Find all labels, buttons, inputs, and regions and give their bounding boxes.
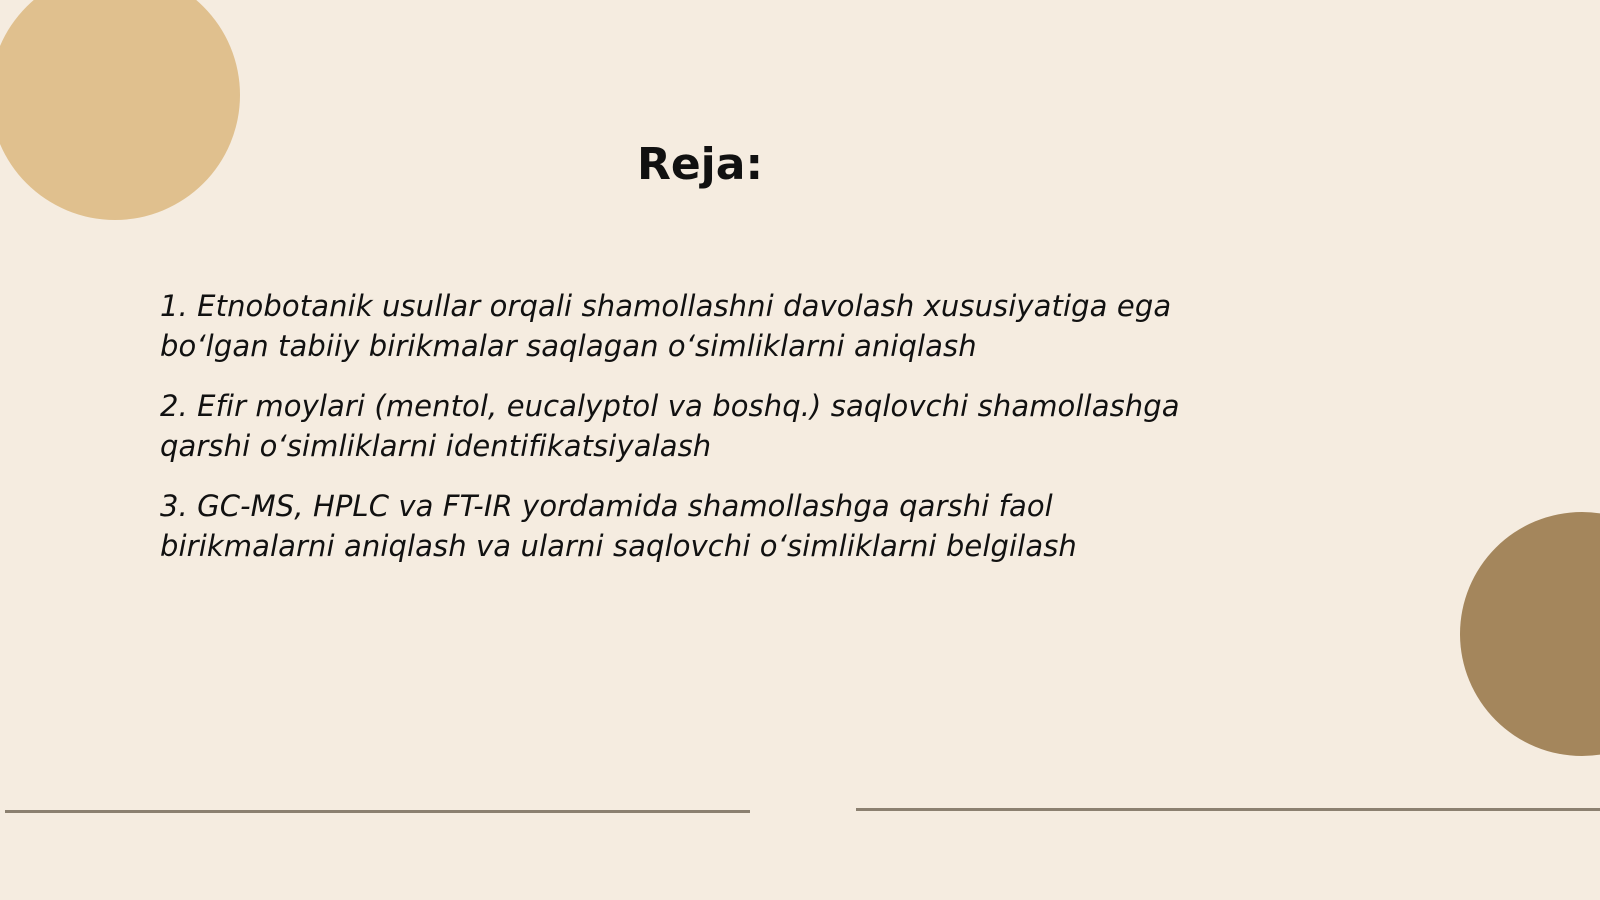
divider-right — [856, 808, 1600, 811]
plan-item-2: 2. Efir moylari (mentol, eucalyptol va boshq.) saqlovchi shamollashga qarshi o‘simliklarni identifikatsiyalash — [160, 389, 1180, 463]
slide-title: Reja: — [636, 139, 764, 190]
decorative-circle-right — [1460, 512, 1600, 756]
divider-left — [5, 810, 750, 813]
plan-item-1: 1. Etnobotanik usullar orqali shamollashni davolash xususiyatiga ega bo‘lgan tabiiy birikmalar saqlagan o‘simliklarni aniqlash — [160, 289, 1172, 363]
plan-list — [160, 286, 1180, 586]
decorative-circle-top-left — [0, 0, 240, 220]
plan-item-3: 3. GC-MS, HPLC va FT-IR yordamida shamollashga qarshi faol birikmalarni aniqlash va ularni saqlovchi o‘simliklarni belgilash — [160, 489, 1077, 563]
